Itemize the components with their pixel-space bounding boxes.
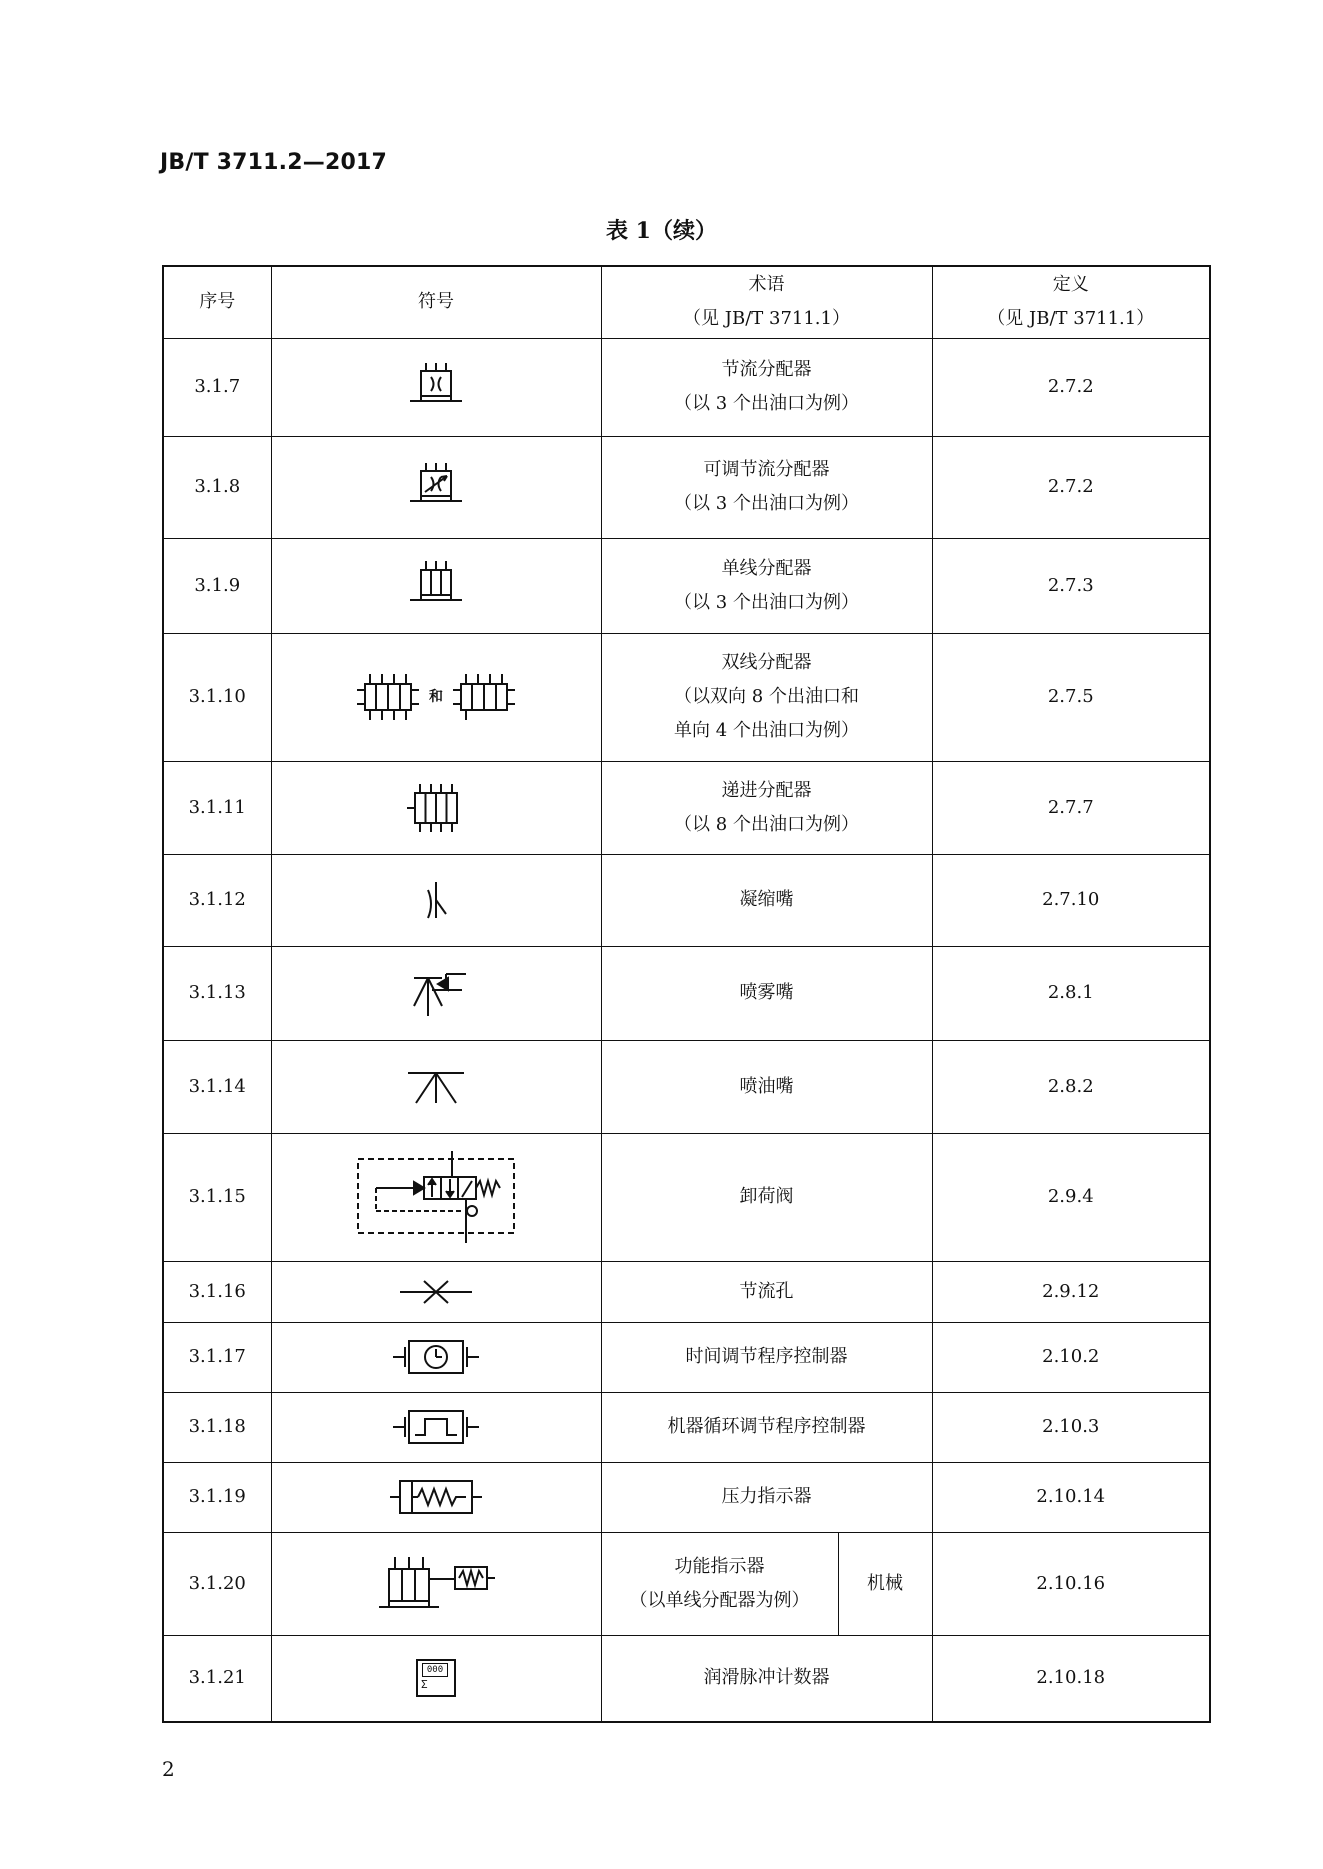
row-symbol (271, 1635, 601, 1722)
row-seq: 3.1.20 (163, 1532, 271, 1635)
row-term: 节流孔 (601, 1261, 932, 1322)
table-row (163, 633, 1210, 761)
table-row (163, 1040, 1210, 1133)
spray-nozzle-icon (404, 966, 468, 1020)
row-symbol (271, 1532, 601, 1635)
table-row (163, 1462, 1210, 1532)
row-definition: 2.10.16 (932, 1532, 1210, 1635)
row-term: 喷雾嘴 (601, 946, 932, 1040)
row-seq: 3.1.18 (163, 1392, 271, 1462)
row-definition: 2.7.7 (932, 761, 1210, 854)
pulse-counter-icon (416, 1659, 456, 1697)
counter-sigma: Σ (421, 1678, 428, 1692)
row-definition: 2.9.4 (932, 1133, 1210, 1261)
orifice-icon (398, 1277, 474, 1307)
page-number: 2 (162, 1757, 175, 1781)
row-term (601, 538, 932, 633)
term-line2: （以双向 8 个出油口和 (674, 686, 859, 707)
row-symbol (271, 761, 601, 854)
timer-controller-icon (391, 1335, 481, 1379)
row-seq: 3.1.10 (163, 633, 271, 761)
row-symbol (271, 1133, 601, 1261)
row-symbol (271, 436, 601, 538)
row-seq: 3.1.14 (163, 1040, 271, 1133)
row-term: 压力指示器 (601, 1462, 932, 1532)
term-line3: 单向 4 个出油口为例） (674, 720, 859, 741)
term-line1: 递进分配器 (721, 779, 812, 801)
row-definition: 2.7.2 (932, 436, 1210, 538)
row-term: 喷油嘴 (601, 1040, 932, 1133)
row-term: 卸荷阀 (601, 1133, 932, 1261)
row-term (601, 436, 932, 538)
row-definition: 2.8.2 (932, 1040, 1210, 1133)
term-line2: （以 3 个出油口为例） (674, 493, 859, 514)
header-term-line1: 术语 (748, 274, 785, 296)
row-seq: 3.1.15 (163, 1133, 271, 1261)
and-label: 和 (429, 689, 443, 705)
document-code: JB/T 3711.2—2017 (160, 150, 387, 175)
term-line2: （以 8 个出油口为例） (674, 813, 859, 835)
dual-line-distributor-icon (355, 668, 421, 726)
term-line1: 双线分配器 (721, 652, 812, 673)
table-row (163, 761, 1210, 854)
row-definition: 2.7.5 (932, 633, 1210, 761)
term-line1: 可调节流分配器 (703, 459, 830, 480)
oil-nozzle-icon (404, 1067, 468, 1107)
row-seq: 3.1.7 (163, 338, 271, 436)
row-seq: 3.1.16 (163, 1261, 271, 1322)
header-symbol: 符号 (271, 266, 601, 338)
row-symbol (271, 1322, 601, 1392)
row-symbol (271, 946, 601, 1040)
header-term (601, 266, 932, 338)
header-seq: 序号 (163, 266, 271, 338)
progressive-distributor-icon (403, 779, 469, 837)
row-symbol (271, 1462, 601, 1532)
row-symbol (271, 338, 601, 436)
table-row (163, 854, 1210, 946)
row-definition: 2.10.2 (932, 1322, 1210, 1392)
row-symbol (271, 854, 601, 946)
table-header-row (163, 266, 1210, 338)
row-definition: 2.9.12 (932, 1261, 1210, 1322)
term-line1: 单线分配器 (721, 557, 812, 579)
header-def-line2: （见 JB/T 3711.1） (987, 308, 1155, 330)
row-definition: 2.10.14 (932, 1462, 1210, 1532)
row-term: 机器循环调节程序控制器 (601, 1392, 932, 1462)
table-row (163, 1261, 1210, 1322)
table-row (163, 538, 1210, 633)
row-definition: 2.7.2 (932, 338, 1210, 436)
single-line-distributor-icon (406, 556, 466, 616)
row-definition: 2.10.3 (932, 1392, 1210, 1462)
dual-line-distributor-one-way-icon (451, 668, 517, 726)
table-row (163, 946, 1210, 1040)
row-term (601, 338, 932, 436)
row-definition: 2.10.18 (932, 1635, 1210, 1722)
row-seq: 3.1.13 (163, 946, 271, 1040)
term-line1: 功能指示器 (674, 1555, 765, 1577)
row-seq: 3.1.21 (163, 1635, 271, 1722)
header-term-line2: （见 JB/T 3711.1） (683, 308, 850, 330)
term-line1: 节流分配器 (721, 359, 812, 380)
row-term-sub: 机械 (838, 1532, 932, 1635)
row-definition: 2.7.3 (932, 538, 1210, 633)
symbols-table (162, 265, 1211, 1723)
row-seq: 3.1.12 (163, 854, 271, 946)
row-seq: 3.1.19 (163, 1462, 271, 1532)
row-symbol (271, 1392, 601, 1462)
table-title: 表 1（续） (606, 218, 717, 244)
cycle-controller-icon (391, 1405, 481, 1449)
term-line2: （以 3 个出油口为例） (674, 393, 859, 414)
row-term (601, 1532, 838, 1635)
table-row (163, 1322, 1210, 1392)
row-seq: 3.1.8 (163, 436, 271, 538)
row-term: 时间调节程序控制器 (601, 1322, 932, 1392)
throttle-distributor-icon (406, 357, 466, 417)
header-def-line1: 定义 (1052, 274, 1089, 296)
row-term (601, 633, 932, 761)
table-row (163, 1392, 1210, 1462)
row-definition: 2.8.1 (932, 946, 1210, 1040)
row-seq: 3.1.11 (163, 761, 271, 854)
table-row (163, 436, 1210, 538)
table-row (163, 1532, 1210, 1635)
pressure-indicator-icon (388, 1475, 484, 1519)
adjustable-throttle-distributor-icon (406, 457, 466, 517)
condensing-nozzle-icon (416, 878, 456, 922)
table-row (163, 338, 1210, 436)
row-seq: 3.1.9 (163, 538, 271, 633)
row-symbol (271, 538, 601, 633)
table-row (163, 1133, 1210, 1261)
table-row (163, 1635, 1210, 1722)
row-symbol (271, 1040, 601, 1133)
row-seq: 3.1.17 (163, 1322, 271, 1392)
counter-digits: 000 (422, 1663, 448, 1677)
row-term: 凝缩嘴 (601, 854, 932, 946)
row-definition: 2.7.10 (932, 854, 1210, 946)
row-term: 润滑脉冲计数器 (601, 1635, 932, 1722)
term-line2: （以 3 个出油口为例） (674, 591, 859, 613)
header-definition (932, 266, 1210, 338)
function-indicator-icon (371, 1549, 501, 1619)
row-term (601, 761, 932, 854)
row-symbol (271, 633, 601, 761)
row-symbol (271, 1261, 601, 1322)
unloading-valve-icon (356, 1149, 516, 1245)
term-line2: （以单线分配器为例） (629, 1589, 810, 1611)
